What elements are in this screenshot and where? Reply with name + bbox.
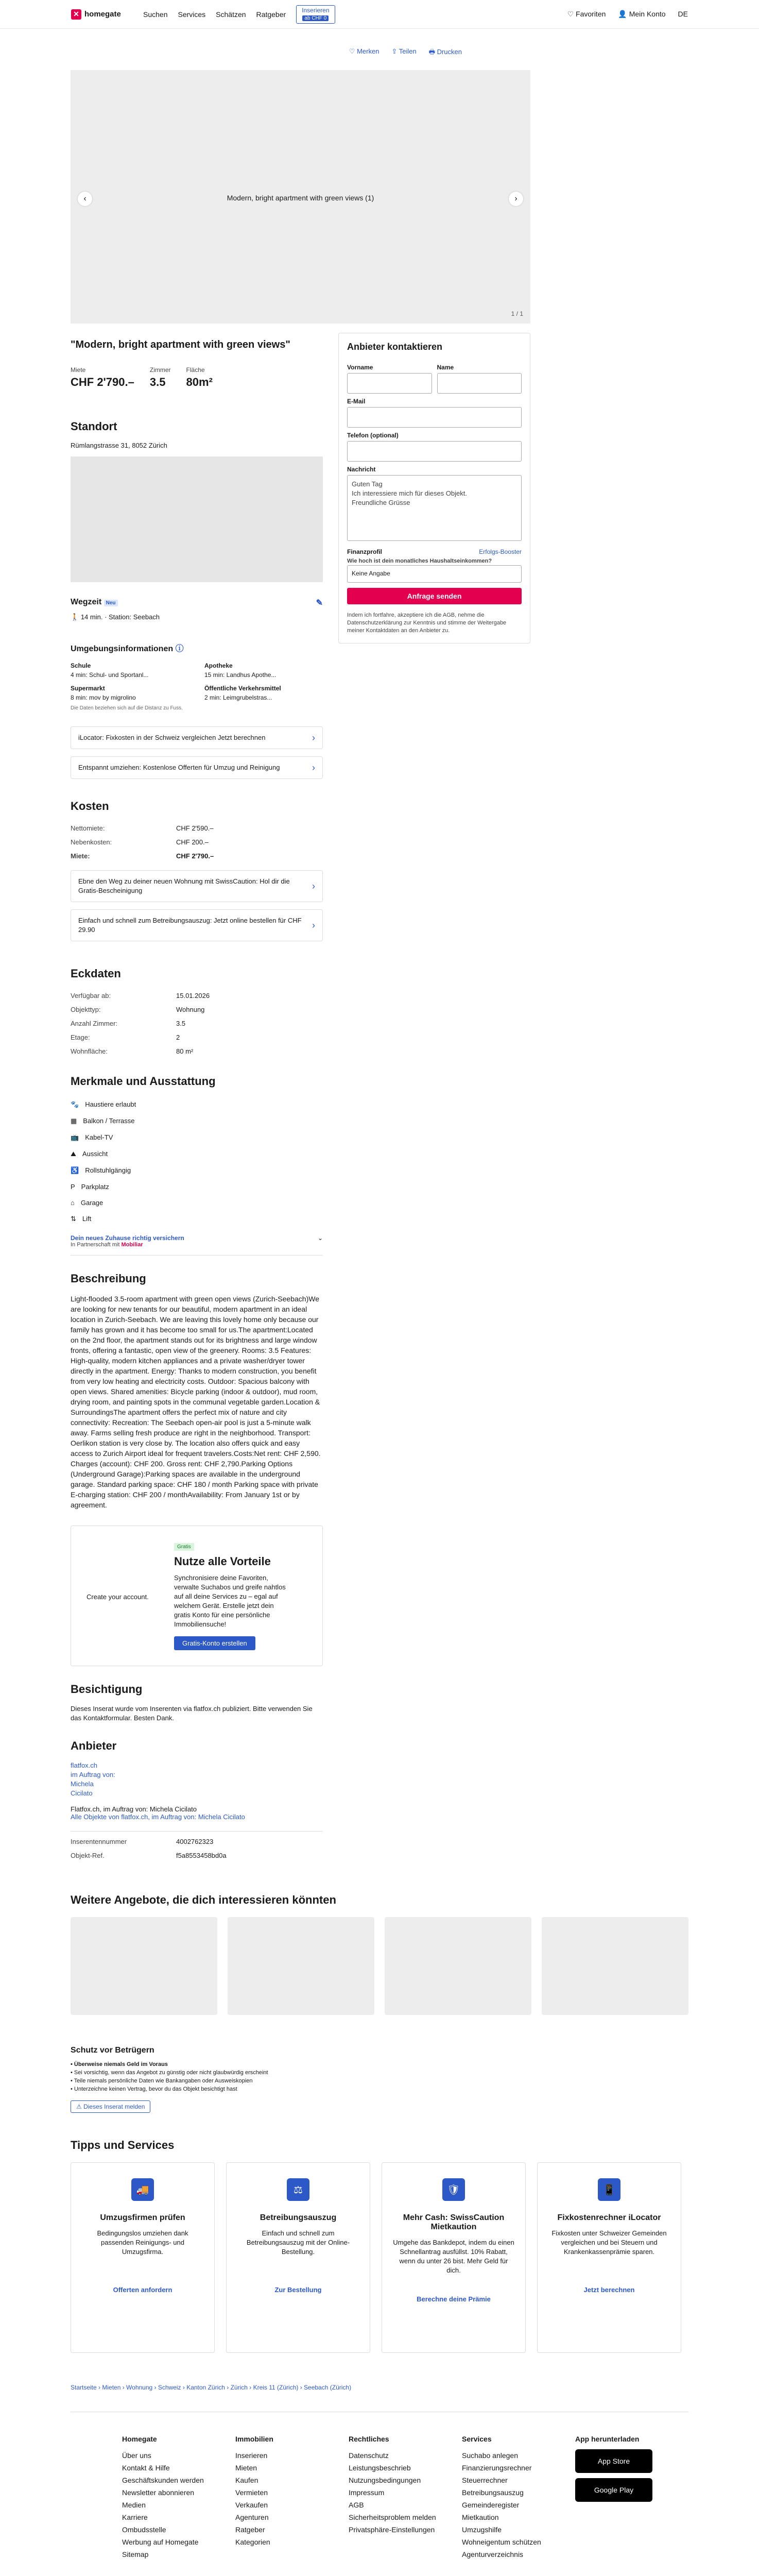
fraud-section: Schutz vor Betrügern • Überweise niemals Geld im Voraus • Sei vorsichtig, wenn das Angebot zu günstig oder nicht glaubwürdig erscheint • Teile niemals persönliche Daten wie Bankangaben oder Ausweiskopien • Unterzeichne keinen Vertrag, bevor du das Objekt besichtigt hast ⚠ Dieses Inserat melden	[71, 2046, 323, 2113]
provider-title: Anbieter	[71, 1739, 117, 1752]
description-text: Light-flooded 3.5-room apartment with green open views (Zurich-Seebach)We are looking for new tenants for our beautiful, modern apartment in an ideal location in Zurich-Seebach. We are leaving this lovely home only because our family has grown and it has become too small for us.The apartment:Located on the 2nd floor, the apartment stands out for its brightness and large window fronts, offering a fantastic, open view of the greenery. Rooms: 3.5 Features: High-quality, modern kitchen appliances and a private washer/dryer tower directly in the apartment. Energy: Thanks to modern construction, you benefit from very low heating and electricity costs. Outdoor: Spacious balcony with open views. Shared amenities: Bicycle parking (indoor & outdoor), mud room, drying room, and painting spots in the communal vegetable garden.Location & SurroundingsThe apartment offers the perfect mix of nature and city connectivity: Recreation: The Seebach open-air pool is just a 5-minute walk away. Farms selling fresh produce are right in the neighborhood. Transport: Oerlikon station is very close by. The location also offers quick and easy access to Zurich Airport ideal for frequent travelers.Costs:Net rent: CHF 2,590. Charges (account): CHF 200. Gross rent: CHF 2,790.Parking Options (Underground Garage):Parking spaces are available in the underground garage. Standard parking space: CHF 180 / month Parking space with private E-charging station: CHF 200 / monthAvailability: From January 1st or by agreement.	[71, 1295, 321, 1509]
costs-title: Kosten	[71, 800, 109, 812]
tip-card: ⚖ Betreibungsauszug Einfach und schnell zum Betreibungsauszug mit der Online-Bestellung. Zur Bestellung	[226, 2162, 370, 2353]
tips-title: Tipps und Services	[71, 2139, 175, 2151]
betreibung-banner[interactable]: Einfach und schnell zum Betreibungsauszug: Jetzt online bestellen für CHF 29.90 ›	[71, 909, 323, 941]
prev-image-button[interactable]: ‹	[78, 192, 92, 206]
phone-icon: 📱	[598, 2178, 620, 2201]
print-button[interactable]: 🖶 Drucken	[428, 48, 462, 56]
rooms-stat: Zimmer 3.5	[149, 366, 171, 388]
app-store-badge[interactable]: App Store	[575, 2449, 652, 2473]
nav-schaetzen[interactable]: Schätzen	[216, 10, 246, 19]
rent-stat: Miete CHF 2'790.–	[71, 366, 134, 388]
facts-title: Eckdaten	[71, 967, 121, 980]
env-title: Umgebungsinformationen ⓘ	[71, 645, 184, 653]
tip-link[interactable]: Offerten anfordern	[113, 2286, 173, 2294]
map[interactable]	[71, 456, 323, 582]
ilocator-banner[interactable]: iLocator: Fixkosten in der Schweiz vergleichen Jetzt berechnen ›	[71, 726, 323, 749]
moving-truck-icon: 🚚	[131, 2178, 154, 2201]
language-select[interactable]: DE	[678, 10, 688, 18]
google-play-badge[interactable]: Google Play	[575, 2478, 652, 2502]
more-offers-title: Weitere Angebote, die dich interessieren könnten	[71, 1893, 336, 1906]
description-title: Beschreibung	[71, 1272, 146, 1285]
share-button[interactable]: ⇪ Teilen	[391, 47, 417, 55]
area-stat: Fläche 80m²	[186, 366, 213, 388]
provider-name[interactable]: flatfox.ch im Auftrag von: Michela Cicilato	[71, 1761, 115, 1797]
create-account-button[interactable]: Gratis-Konto erstellen	[174, 1636, 255, 1650]
logo-icon: ✕	[71, 9, 81, 20]
homegate-logo[interactable]: ✕ homegate	[71, 9, 143, 20]
shield-icon: 🛡	[442, 2178, 465, 2201]
message-textarea[interactable]: Guten Tag Ich interessiere mich für dieses Objekt. Freundliche Grüsse	[347, 475, 522, 541]
inserieren-button[interactable]: Inserieren ab CHF 0	[296, 5, 335, 24]
account-promo: Create your account. Gratis Nutze alle Vorteile Synchronisiere deine Favoriten, verwalte Suchabos und greife nahtlos auf all deine Services zu – egal auf welchem Gerät. Erstelle jetzt dein gratis Konto für eine persönliche Immobiliensuche! Gratis-Konto erstellen	[71, 1526, 323, 1666]
swisscaution-banner[interactable]: Ebne den Weg zu deiner neuen Wohnung mit SwissCaution: Hol dir die Gratis-Bescheinigung ›	[71, 870, 323, 902]
offer-card[interactable]	[385, 1917, 531, 2015]
nav-ratgeber[interactable]: Ratgeber	[256, 10, 286, 19]
image-counter: 1 / 1	[511, 310, 523, 317]
firstname-input[interactable]	[347, 373, 432, 394]
footer: Homegate Über uns Kontakt & Hilfe Geschäftskunden werden Newsletter abonnieren Medien Karriere Ombudsstelle Werbung auf Homegate Sitemap Immobilien Inserieren Mieten Kaufen Vermieten Verkaufen Agenturen Ratgeber Kategorien Rechtliches Datenschutz Leistungsbeschrieb Nutzungsbedingungen Impressum AGB Sicherheitsproblem melden Privatsphäre-Einstellungen Services Suchabo anlegen Finanzierungsrechner Steuerrechner Betreibungsauszug Gemeinderegister Mietkaution Umzugshilfe Wohneigentum schützen Agenturverzeichnis App herunterladen App Store Google Play	[71, 2412, 688, 2576]
gallery-caption: Modern, bright apartment with green views (1)	[227, 194, 374, 202]
nav-suchen[interactable]: Suchen	[143, 10, 168, 19]
nav-services[interactable]: Services	[178, 10, 206, 19]
features-title: Merkmale und Ausstattung	[71, 1075, 216, 1088]
tip-card: 📱 Fixkostenrechner iLocator Fixkosten unter Schweizer Gemeinden vergleichen und bei Steuern und Krankenkassenprämie sparen. Jetzt berechnen	[537, 2162, 681, 2353]
offer-card[interactable]	[542, 1917, 688, 2015]
location-title: Standort	[71, 420, 117, 433]
image-gallery[interactable]	[71, 70, 530, 324]
next-image-button[interactable]: ›	[509, 192, 523, 206]
phone-input[interactable]	[347, 441, 522, 462]
edit-icon[interactable]: ✎	[316, 599, 323, 607]
save-button[interactable]: ♡ Merken	[349, 47, 380, 55]
tip-link[interactable]: Zur Bestellung	[274, 2286, 322, 2294]
address: Rümlangstrasse 31, 8052 Zürich	[71, 442, 167, 449]
report-listing-button[interactable]: ⚠ Dieses Inserat melden	[71, 2100, 150, 2113]
lastname-input[interactable]	[437, 373, 522, 394]
commute-title: Wegzeit Neu	[71, 598, 118, 608]
income-select[interactable]: Keine Angabe	[347, 565, 522, 583]
tip-link[interactable]: Jetzt berechnen	[583, 2286, 635, 2294]
tip-card: 🛡 Mehr Cash: SwissCaution Mietkaution Umgehe das Bankdepot, indem du einen Schnellantrag ausfüllst. 10% Rabatt, wenn du unter 26 bist. Mehr Geld für dich. Berechne deine Prämie	[382, 2162, 526, 2353]
main-nav	[143, 10, 286, 19]
send-request-button[interactable]: Anfrage senden	[347, 588, 522, 604]
contact-form: Anbieter kontaktieren Vorname Name E-Mail Telefon (optional) Nachricht Guten Tag Ich interessiere mich für dieses Objekt. Freundliche Grüsse Finanzprofil Erfolgs-Booster Wie hoch ist dein monatliches Haushaltseinkommen? Keine Angabe Anfrage senden Indem ich fortfahre, akzeptiere ich die AGB, nehme die Datenschutzerklärung zur Kenntnis und stimme der Weitergabe meiner Kontaktdaten an den Anbieter zu.	[338, 333, 530, 643]
email-input[interactable]	[347, 407, 522, 428]
visit-title: Besichtigung	[71, 1683, 143, 1696]
offer-card[interactable]	[71, 1917, 217, 2015]
all-objects-link[interactable]: Alle Objekte von flatfox.ch, im Auftrag von: Michela Cicilato	[71, 1813, 245, 1821]
top-header	[0, 0, 759, 29]
share-bar	[71, 29, 688, 70]
insurance-accordion[interactable]: Dein neues Zuhause richtig versichern In Partnerschaft mit Mobiliar ⌄	[71, 1227, 323, 1256]
listing-title: "Modern, bright apartment with green views"	[71, 339, 290, 350]
commute-info: 🚶 14 min. · Station: Seebach	[71, 613, 160, 621]
account-link[interactable]: 👤 Mein Konto	[618, 10, 666, 18]
tip-card: 🚚 Umzugsfirmen prüfen Bedingungslos umziehen dank passenden Reinigungs- und Umzugsfirma. Offerten anfordern	[71, 2162, 215, 2353]
moving-banner[interactable]: Entspannt umziehen: Kostenlose Offerten für Umzug und Reinigung ›	[71, 756, 323, 779]
favorites-link[interactable]: ♡ Favoriten	[567, 10, 606, 18]
breadcrumb[interactable]: Startseite › Mieten › Wohnung › Schweiz › Kanton Zürich › Zürich › Kreis 11 (Zürich) › Seebach (Zürich)	[71, 2384, 352, 2391]
scale-icon: ⚖	[287, 2178, 309, 2201]
tip-link[interactable]: Berechne deine Prämie	[417, 2295, 491, 2303]
info-icon: ⓘ	[175, 645, 184, 653]
offer-card[interactable]	[228, 1917, 374, 2015]
